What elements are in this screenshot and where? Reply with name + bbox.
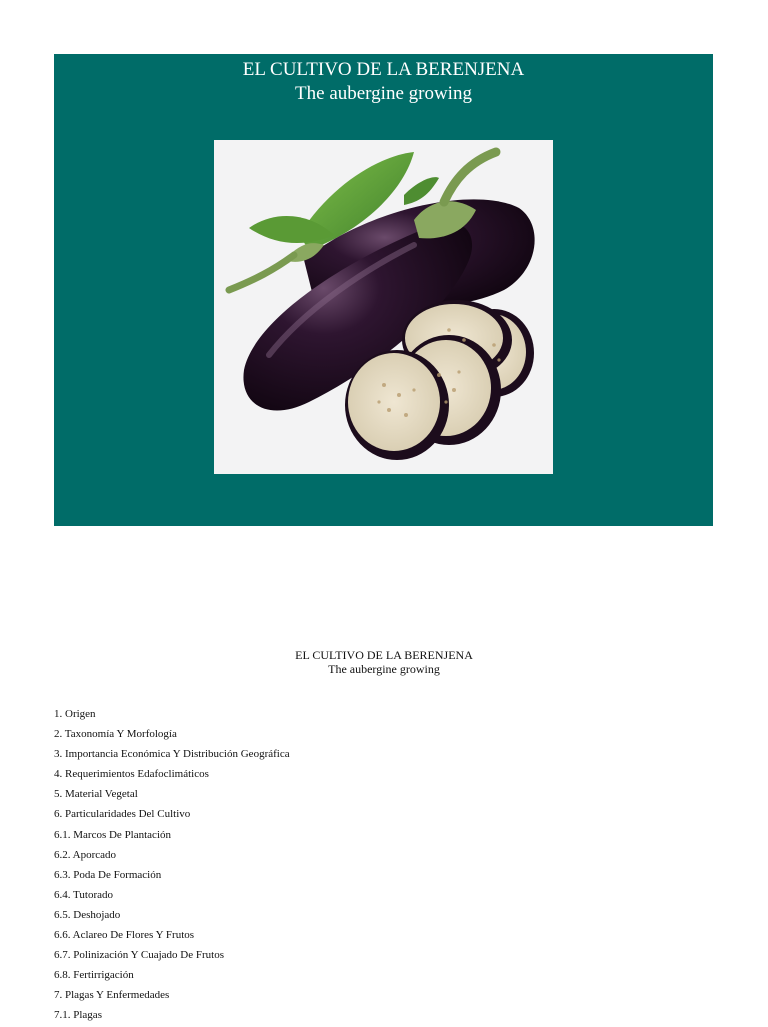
toc-item: 6.2. Aporcado: [54, 848, 117, 861]
toc-item: 6.4. Tutorado: [54, 888, 113, 901]
document-subtitle: The aubergine growing: [328, 662, 440, 676]
toc-item: 2. Taxonomía Y Morfología: [54, 728, 177, 741]
toc-item: 7.1. Plagas: [54, 1009, 102, 1022]
table-of-contents: [54, 705, 290, 1027]
toc-item: 6.6. Aclareo De Flores Y Frutos: [54, 929, 195, 942]
document-title: EL CULTIVO DE LA BERENJENA: [295, 648, 473, 662]
toc-item: 6.5. Deshojado: [54, 908, 121, 921]
document-heading: [0, 648, 768, 676]
toc-item: 3. Importancia Económica Y Distribución Geográfica: [54, 748, 290, 761]
toc-item: 7. Plagas Y Enfermedades: [54, 989, 170, 1002]
toc-item: 1. Origen: [54, 708, 96, 720]
cover-heading: [54, 58, 713, 106]
toc-item: 6.3. Poda De Formación: [54, 868, 162, 881]
toc-item: 6.1. Marcos De Plantación: [54, 828, 171, 841]
toc-item: 6. Particularidades Del Cultivo: [54, 808, 191, 821]
toc-item: 6.7. Polinización Y Cuajado De Frutos: [54, 949, 224, 962]
toc-item: 5. Material Vegetal: [54, 788, 138, 801]
toc-item: 4. Requerimientos Edafoclimáticos: [54, 768, 209, 781]
cover-banner: [54, 54, 713, 526]
cover-title: EL CULTIVO DE LA BERENJENA: [242, 59, 525, 80]
aubergine-photo: [214, 140, 553, 474]
cover-subtitle: The aubergine growing: [295, 83, 472, 104]
toc-item: 6.8. Fertirrigación: [54, 969, 134, 982]
